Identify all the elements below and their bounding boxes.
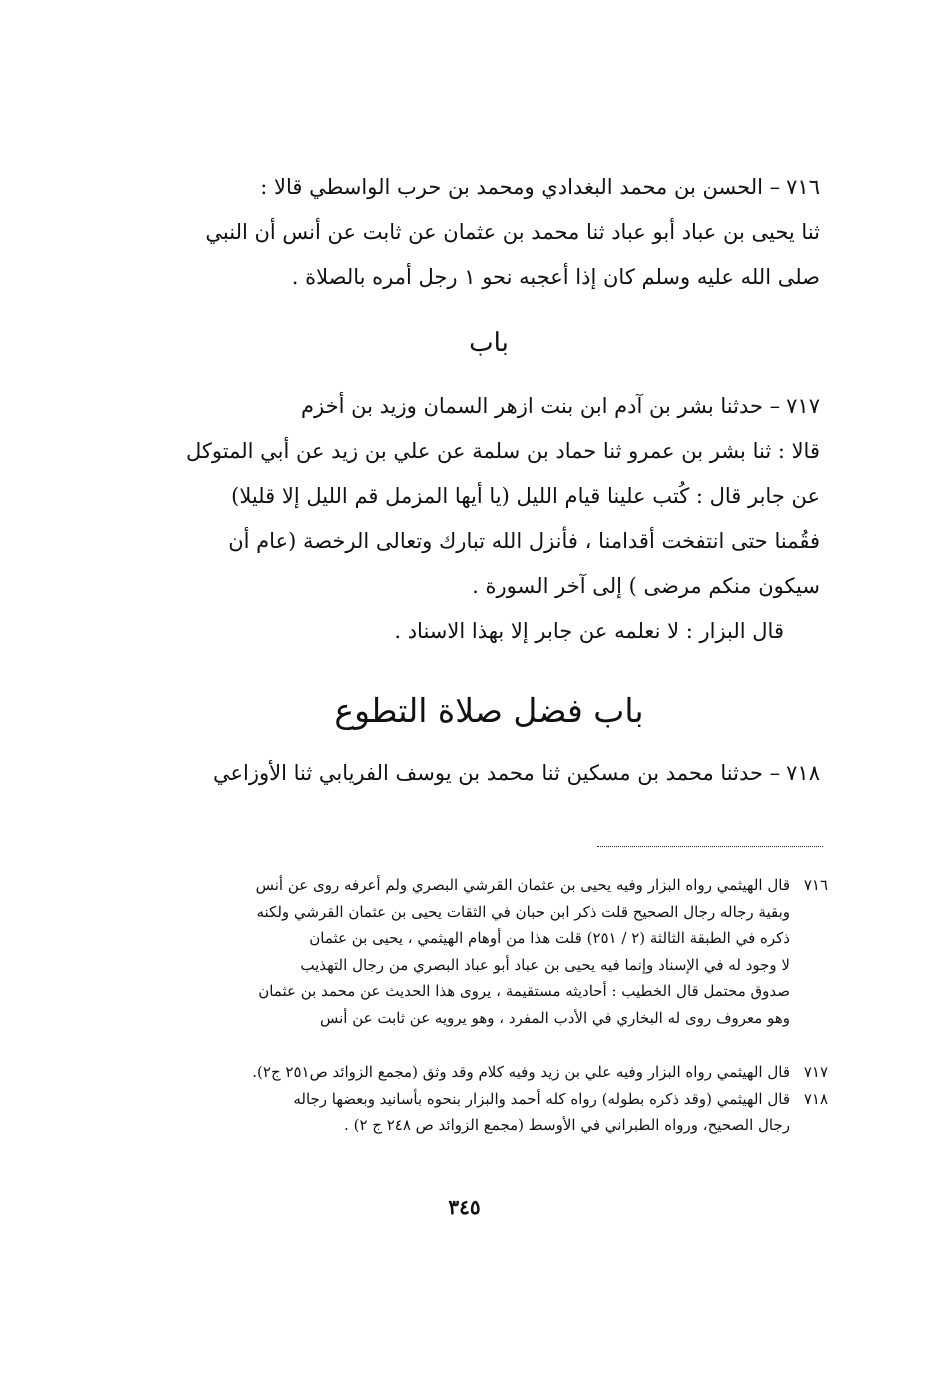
footnote-line: وهو معروف روى له البخاري في الأدب المفرد ، وهو يرويه عن ثابت عن أنس <box>320 1008 790 1027</box>
footnote-line: ذكره في الطبقة الثالثة (٢ / ٢٥١) قلت هذا من أوهام الهيثمي ، يحيى بن عثمان <box>309 929 790 947</box>
footnotes <box>150 872 828 1139</box>
hadith-text: – حدثنا بشر بن آدم ابن بنت ازهر السمان وزيد بن أخزم <box>301 394 781 418</box>
footnote-line: قال الهيثمي رواه البزار وفيه علي بن زيد وفيه كلام وقد وثق (مجمع الزوائد ص٢٥١ ج٢). <box>252 1063 790 1081</box>
footnote-line: قال الهيثمي (وقد ذكره بطوله) رواه كله أحمد والبزار بنحوه بأسانيد وبعضها رجاله <box>293 1089 790 1108</box>
footnote-line: لا وجود له في الإسناد وإنما فيه يحيى بن عباد أبو عباد البصري من رجال التهذيب <box>300 955 790 974</box>
hadith-line <box>158 165 820 210</box>
footnote-716 <box>150 872 828 1031</box>
bazzar-remark: قال البزار : لا نعلمه عن جابر إلا بهذا الاسناد . <box>394 619 784 643</box>
hadith-line: قالا : ثنا بشر بن عمرو ثنا حماد بن سلمة عن علي بن زيد عن أبي المتوكل <box>186 439 820 463</box>
footnote-line: صدوق محتمل قال الخطيب : أحاديثه مستقيمة ، يروى هذا الحديث عن محمد بن عثمان <box>258 982 790 1000</box>
hadith-line <box>158 384 820 429</box>
hadith-line: عن جابر قال : كُتب علينا قيام الليل (يا أيها المزمل قم الليل إلا قليلا) <box>231 484 820 508</box>
hadith-number: ٧١٧ <box>786 394 820 418</box>
footnote-718 <box>150 1086 828 1139</box>
footnote-line: وبقية رجاله رجال الصحيح قلت ذكر ابن حبان في الثقات يحيى بن عثمان القرشي ولكنه <box>256 902 790 921</box>
main-text <box>158 165 820 796</box>
hadith-717 <box>158 384 820 609</box>
section-heading-bab: باب <box>469 328 509 358</box>
hadith-716 <box>158 165 820 300</box>
footnote-number: ٧١٦ <box>803 876 828 894</box>
footnote-717 <box>150 1059 828 1086</box>
hadith-line: صلى الله عليه وسلم كان إذا أعجبه نحو ١ رجل أمره بالصلاة . <box>291 265 820 289</box>
footnote-number: ٧١٧ <box>803 1063 828 1081</box>
hadith-line: فقُمنا حتى انتفخت أقدامنا ، فأنزل الله تبارك وتعالى الرخصة (عام أن <box>228 529 820 553</box>
hadith-text: – حدثنا محمد بن مسكين ثنا محمد بن يوسف الفريابي ثنا الأوزاعي <box>212 761 781 785</box>
hadith-line: ثنا يحيى بن عباد أبو عباد ثنا محمد بن عثمان عن ثابت عن أنس أن النبي <box>205 220 820 244</box>
footnote-number: ٧١٨ <box>803 1089 828 1108</box>
footnote-divider <box>597 846 823 847</box>
footnote-line: رجال الصحيح، ورواه الطبراني في الأوسط (مجمع الزوائد ص ٢٤٨ ج ٢) . <box>344 1116 790 1134</box>
section-heading-tatawwu: باب فضل صلاة التطوع <box>334 691 644 730</box>
page-number: ٣٤٥ <box>448 1195 481 1219</box>
hadith-line <box>158 751 820 796</box>
hadith-number: ٧١٦ <box>786 175 820 199</box>
hadith-line: سيكون منكم مرضى ) إلى آخر السورة . <box>472 574 820 598</box>
footnote-line: قال الهيثمي رواه البزار وفيه يحيى بن عثمان القرشي البصري ولم أعرفه روى عن أنس <box>255 876 790 894</box>
hadith-718 <box>158 751 820 796</box>
hadith-number: ٧١٨ <box>786 761 820 785</box>
hadith-text: – الحسن بن محمد البغدادي ومحمد بن حرب الواسطي قالا : <box>260 175 781 199</box>
